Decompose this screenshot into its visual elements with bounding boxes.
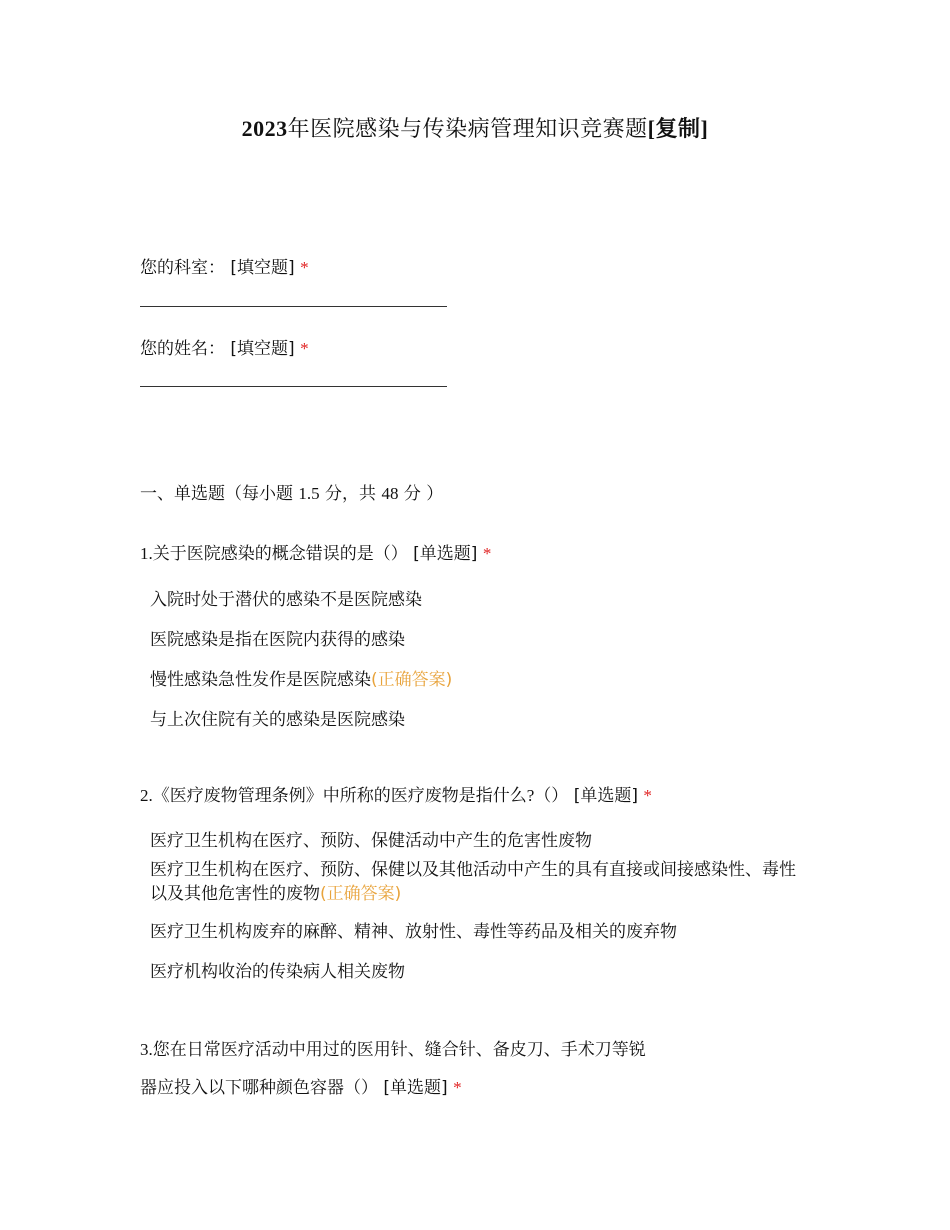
question-1-title: 1.关于医院感染的概念错误的是（） [单选题] * — [140, 544, 492, 564]
correct-answer-mark: (正确答案) — [320, 884, 402, 904]
department-input-line[interactable] — [140, 306, 447, 307]
required-mark: * — [453, 1078, 462, 1097]
question-1-option-c[interactable]: 慢性感染急性发作是医院感染(正确答案) — [150, 670, 453, 690]
question-2-option-a[interactable]: 医疗卫生机构在医疗、预防、保健活动中产生的危害性废物 — [150, 831, 592, 851]
question-3-title-line2: 器应投入以下哪种颜色容器（） [单选题] * — [140, 1078, 462, 1098]
question-1-option-b[interactable]: 医院感染是指在医院内获得的感染 — [150, 630, 405, 650]
title-year: 2023 — [241, 116, 288, 141]
page-title — [0, 112, 950, 143]
question-type-tag: [单选题] — [383, 1078, 448, 1098]
question-3-title-line1: 3.您在日常医疗活动中用过的医用针、缝合针、备皮刀、手术刀等锐 — [140, 1040, 646, 1060]
question-type-tag: [填空题] — [230, 258, 295, 278]
question-2-option-d[interactable]: 医疗机构收治的传染病人相关废物 — [150, 962, 405, 982]
question-type-tag: [单选题] — [573, 786, 638, 806]
required-mark: * — [643, 786, 652, 805]
question-2-option-b[interactable]: 医疗卫生机构在医疗、预防、保健以及其他活动中产生的具有直接或间接感染性、毒性以及其他危害性的废物(正确答案) — [150, 860, 796, 904]
field-name-label: 您的姓名： [填空题] * — [140, 339, 309, 359]
question-2-title: 2.《医疗废物管理条例》中所称的医疗废物是指什么?（） [单选题] * — [140, 786, 652, 806]
required-mark: * — [482, 544, 492, 563]
required-mark: * — [300, 339, 309, 358]
question-1-option-d[interactable]: 与上次住院有关的感染是医院感染 — [150, 710, 405, 730]
question-type-tag: [填空题] — [230, 339, 295, 359]
section-heading: 一、单选题（每小题 1.5 分，共 48 分 ） — [140, 484, 444, 504]
title-text: 年医院感染与传染病管理知识竞赛题 — [287, 117, 648, 142]
question-type-tag: [单选题] — [413, 544, 478, 564]
correct-answer-mark: (正确答案) — [371, 670, 453, 690]
question-1-option-a[interactable]: 入院时处于潜伏的感染不是医院感染 — [150, 590, 422, 610]
question-2-option-c[interactable]: 医疗卫生机构废弃的麻醉、精神、放射性、毒性等药品及相关的废弃物 — [150, 922, 677, 942]
title-suffix: [复制] — [647, 116, 709, 141]
name-input-line[interactable] — [140, 386, 447, 387]
required-mark: * — [300, 258, 309, 277]
field-department-label: 您的科室： [填空题] * — [140, 258, 309, 278]
